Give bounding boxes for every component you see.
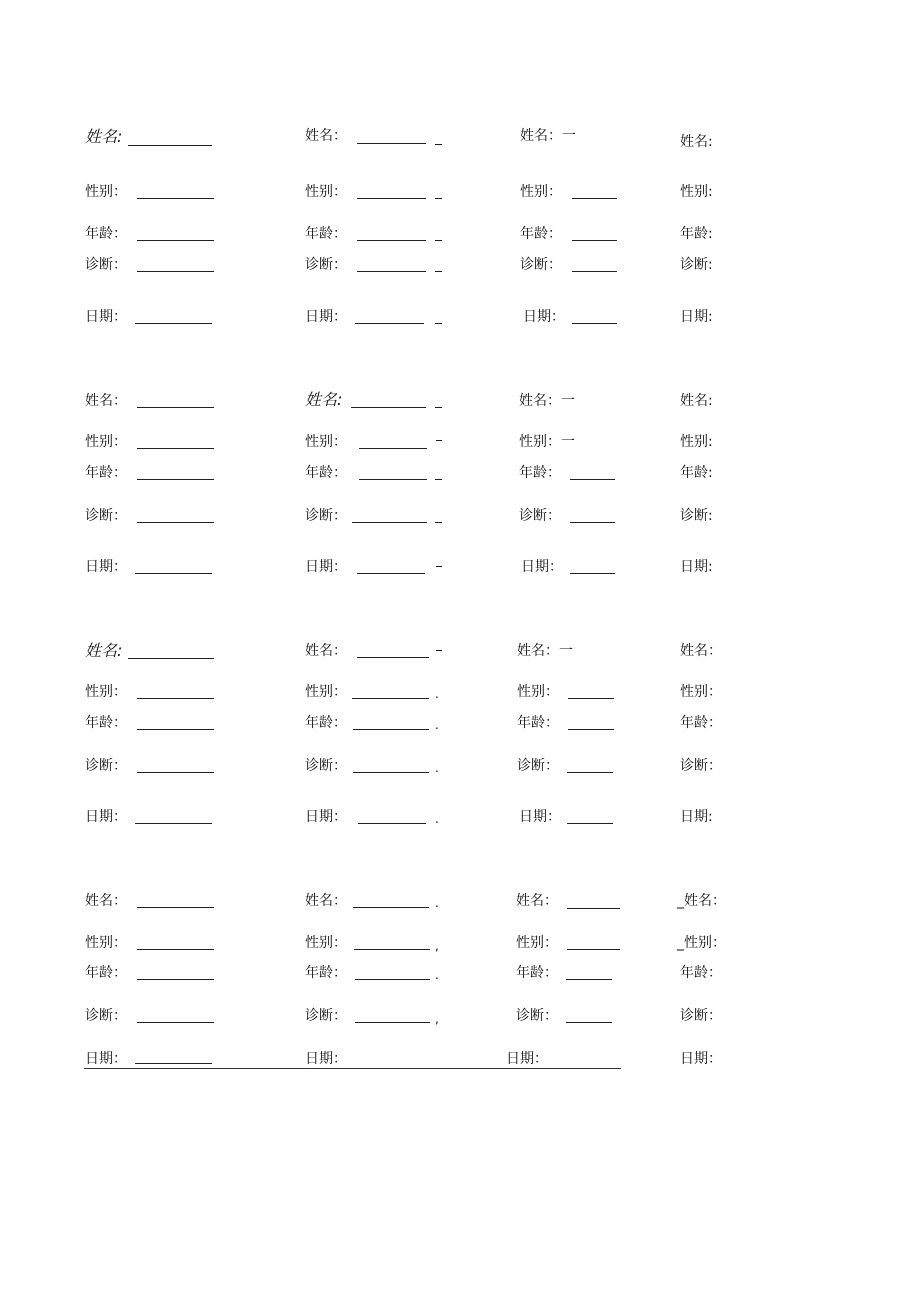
diagnosis-label: 诊断： bbox=[305, 1008, 347, 1024]
name-blank bbox=[128, 658, 214, 659]
diagnosis-blank bbox=[137, 271, 214, 272]
gender-label: 性别： bbox=[305, 935, 347, 951]
blank-mark bbox=[435, 522, 442, 523]
name-label: 姓名： bbox=[516, 893, 558, 909]
name-blank bbox=[137, 907, 214, 908]
name-label: 姓名：一 bbox=[517, 643, 573, 659]
age-blank bbox=[357, 240, 426, 241]
age-blank bbox=[570, 479, 615, 480]
age-blank bbox=[137, 479, 214, 480]
date-blank bbox=[135, 573, 212, 574]
diagnosis-blank bbox=[572, 271, 617, 272]
diagnosis-blank bbox=[137, 522, 214, 523]
name-blank bbox=[567, 908, 620, 909]
bottom-rule bbox=[84, 1068, 621, 1069]
diagnosis-blank bbox=[567, 772, 613, 773]
gender-label: 性别： bbox=[305, 184, 347, 200]
age-label: 年龄： bbox=[516, 965, 558, 981]
name-label: 姓名: bbox=[680, 134, 713, 150]
gender-blank bbox=[354, 949, 430, 950]
diagnosis-blank bbox=[570, 522, 615, 523]
blank-mark bbox=[435, 407, 442, 408]
age-blank bbox=[566, 979, 612, 980]
diagnosis-label: 诊断： bbox=[85, 257, 127, 273]
gender-label: 性别： bbox=[85, 434, 127, 450]
date-blank bbox=[567, 823, 613, 824]
blank-mark bbox=[435, 479, 442, 480]
gender-blank bbox=[137, 949, 214, 950]
name-blank bbox=[357, 657, 429, 658]
gender-label: 性别： bbox=[305, 434, 347, 450]
name-blank bbox=[128, 145, 212, 146]
date-label: 日期： bbox=[523, 309, 565, 325]
age-label: 年龄： bbox=[680, 965, 722, 981]
date-label: 日期： bbox=[85, 559, 127, 575]
name-blank bbox=[353, 907, 429, 908]
blank-mark bbox=[435, 144, 442, 145]
name-label: 姓名: bbox=[85, 127, 123, 146]
blank-mark bbox=[436, 566, 442, 567]
name-label: 姓名: bbox=[85, 641, 123, 660]
date-blank bbox=[358, 823, 426, 824]
gender-label: 性别： bbox=[85, 935, 127, 951]
date-blank bbox=[355, 323, 424, 324]
name-label: 姓名： bbox=[680, 643, 722, 659]
age-label: 年龄： bbox=[305, 226, 347, 242]
blank-mark bbox=[435, 323, 442, 324]
gender-blank bbox=[137, 448, 214, 449]
age-label: 年龄: bbox=[680, 226, 713, 242]
gender-blank bbox=[567, 949, 620, 950]
diagnosis-blank bbox=[357, 271, 426, 272]
diagnosis-blank bbox=[137, 1022, 214, 1023]
gender-label: 性别： bbox=[680, 684, 722, 700]
age-label: 年龄： bbox=[519, 465, 561, 481]
diagnosis-label: 诊断： bbox=[85, 508, 127, 524]
gender-label: 性别： bbox=[520, 184, 562, 200]
blank-mark bbox=[436, 650, 442, 651]
age-label: 年龄： bbox=[85, 965, 127, 981]
name-label: 姓名：一 bbox=[520, 128, 576, 144]
date-label: 日期: bbox=[680, 559, 713, 575]
diagnosis-label: 诊断： bbox=[85, 758, 127, 774]
age-label: 年龄： bbox=[305, 465, 347, 481]
gender-blank bbox=[137, 698, 214, 699]
date-label: 日期： bbox=[519, 809, 561, 825]
name-label: 姓名： bbox=[85, 893, 127, 909]
name-label: 姓名： bbox=[305, 893, 347, 909]
blank-mark: , bbox=[435, 939, 439, 953]
gender-label: 性别：一 bbox=[519, 434, 575, 450]
date-label: 日期： bbox=[85, 1051, 127, 1067]
diagnosis-blank bbox=[137, 772, 214, 773]
name-label: _姓名： bbox=[677, 893, 726, 909]
diagnosis-label: 诊断： bbox=[517, 758, 559, 774]
date-blank bbox=[135, 1063, 212, 1064]
gender-label: 性别: bbox=[680, 184, 713, 200]
name-blank bbox=[357, 143, 426, 144]
diagnosis-label: 诊断： bbox=[680, 758, 722, 774]
gender-label: _性别： bbox=[677, 935, 726, 951]
age-label: 年龄: bbox=[680, 465, 713, 481]
age-blank bbox=[137, 979, 214, 980]
name-blank bbox=[351, 407, 426, 408]
age-label: 年龄： bbox=[85, 226, 127, 242]
age-blank bbox=[137, 240, 214, 241]
blank-mark bbox=[435, 198, 442, 199]
age-blank bbox=[137, 729, 214, 730]
diagnosis-blank bbox=[566, 1022, 612, 1023]
date-blank bbox=[135, 823, 212, 824]
blank-mark bbox=[436, 440, 442, 441]
gender-blank bbox=[357, 198, 426, 199]
diagnosis-label: 诊断： bbox=[305, 257, 347, 273]
age-label: 年龄： bbox=[305, 965, 347, 981]
name-label: 姓名: bbox=[305, 390, 343, 409]
age-label: 年龄： bbox=[520, 226, 562, 242]
age-label: 年龄： bbox=[680, 715, 722, 731]
diagnosis-blank bbox=[352, 522, 427, 523]
blank-mark: . bbox=[435, 812, 439, 826]
age-blank bbox=[359, 479, 427, 480]
gender-blank bbox=[359, 448, 427, 449]
age-blank bbox=[572, 240, 617, 241]
date-label: 日期： bbox=[506, 1051, 548, 1067]
blank-mark: , bbox=[435, 1012, 439, 1026]
age-label: 年龄： bbox=[85, 715, 127, 731]
blank-mark bbox=[435, 240, 442, 241]
gender-blank bbox=[352, 698, 429, 699]
date-label: 日期： bbox=[85, 809, 127, 825]
age-label: 年龄： bbox=[517, 715, 559, 731]
diagnosis-label: 诊断: bbox=[680, 508, 713, 524]
blank-mark: . bbox=[435, 687, 439, 701]
name-blank bbox=[137, 407, 214, 408]
gender-label: 性别: bbox=[680, 434, 713, 450]
age-label: 年龄： bbox=[85, 465, 127, 481]
date-label: 日期: bbox=[680, 809, 713, 825]
diagnosis-label: 诊断： bbox=[305, 758, 347, 774]
gender-blank bbox=[568, 698, 614, 699]
diagnosis-label: 诊断： bbox=[519, 508, 561, 524]
age-blank bbox=[355, 979, 430, 980]
diagnosis-blank bbox=[353, 772, 429, 773]
gender-blank bbox=[572, 198, 617, 199]
name-label: 姓名： bbox=[305, 643, 347, 659]
gender-label: 性别： bbox=[305, 684, 347, 700]
date-label: 日期： bbox=[680, 1051, 722, 1067]
date-label: 日期： bbox=[305, 809, 347, 825]
date-label: 日期： bbox=[521, 559, 563, 575]
date-blank bbox=[135, 323, 212, 324]
date-label: 日期： bbox=[305, 309, 347, 325]
blank-mark: . bbox=[435, 968, 439, 982]
date-label: 日期： bbox=[85, 309, 127, 325]
diagnosis-label: 诊断： bbox=[85, 1008, 127, 1024]
gender-label: 性别： bbox=[516, 935, 558, 951]
age-blank bbox=[568, 729, 614, 730]
diagnosis-label: 诊断： bbox=[305, 508, 347, 524]
gender-label: 性别： bbox=[85, 684, 127, 700]
age-label: 年龄： bbox=[305, 715, 347, 731]
name-label: 姓名: bbox=[680, 393, 713, 409]
name-label: 姓名： bbox=[305, 128, 347, 144]
date-blank bbox=[572, 323, 617, 324]
date-blank bbox=[357, 573, 425, 574]
blank-mark: . bbox=[435, 718, 439, 732]
name-label: 姓名： bbox=[85, 393, 127, 409]
gender-blank bbox=[137, 198, 214, 199]
age-blank bbox=[353, 729, 429, 730]
diagnosis-label: 诊断： bbox=[516, 1008, 558, 1024]
diagnosis-label: 诊断： bbox=[520, 257, 562, 273]
blank-mark: . bbox=[435, 761, 439, 775]
diagnosis-blank bbox=[355, 1022, 430, 1023]
gender-label: 性别： bbox=[85, 184, 127, 200]
date-label: 日期： bbox=[305, 1051, 347, 1067]
date-blank bbox=[570, 573, 615, 574]
gender-label: 性别： bbox=[517, 684, 559, 700]
blank-mark bbox=[435, 271, 442, 272]
diagnosis-label: 诊断: bbox=[680, 257, 713, 273]
date-label: 日期: bbox=[680, 309, 713, 325]
name-label: 姓名：一 bbox=[519, 393, 575, 409]
date-label: 日期： bbox=[305, 559, 347, 575]
diagnosis-label: 诊断： bbox=[680, 1008, 722, 1024]
blank-mark: . bbox=[435, 896, 439, 910]
